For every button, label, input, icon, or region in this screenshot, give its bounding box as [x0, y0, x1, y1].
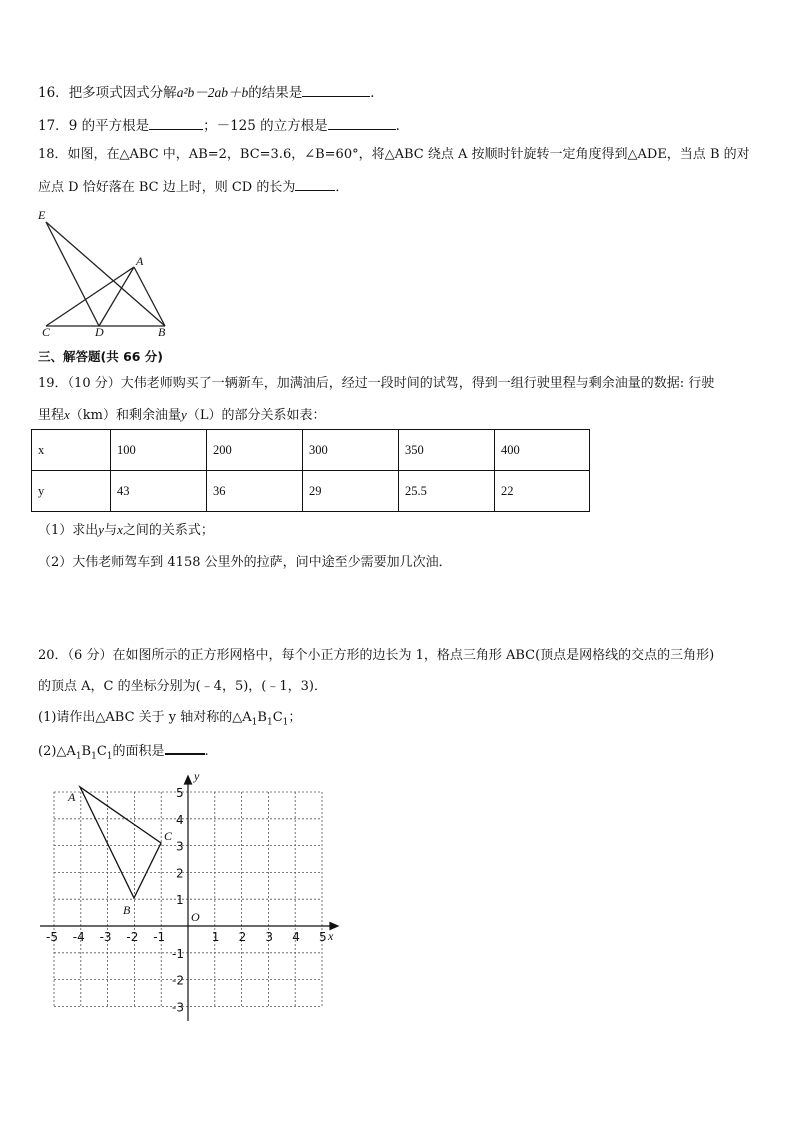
x-tick-label: 4 [292, 930, 300, 944]
x-tick-label: -2 [126, 930, 139, 944]
q20-sub2-end: . [204, 744, 209, 759]
label-C: C [42, 325, 51, 339]
q20-sub1-end: ； [288, 710, 302, 725]
label-D: D [95, 325, 104, 339]
question-20-line-2: 的顶点 A，C 的坐标分别为(﹣4，5)，(﹣1，3)． [38, 679, 327, 694]
y-tick-label: -1 [172, 946, 184, 961]
triangle-ABC [80, 787, 161, 898]
x-tick-label: 1 [211, 930, 220, 944]
label-B: B [158, 325, 166, 339]
x-tick-label: 2 [238, 930, 247, 944]
question-19-part-2: （2）大伟老师驾车到 4158 公里外的拉萨，问中途至少需要加几次油． [38, 555, 452, 570]
subscript-1: 1 [266, 717, 273, 728]
q20-sub2-c: C [96, 744, 107, 759]
q20-sub1-a: (1)请作出△ABC 关于 y 轴对称的△A [38, 710, 252, 725]
q16-number: 16． [38, 85, 69, 101]
q20-sub1-c: C [272, 710, 283, 725]
q16-expression: a²b－2ab＋b [176, 85, 249, 100]
q16-text: 把多项式因式分解 [68, 85, 177, 101]
y-axis-arrow [185, 776, 192, 784]
table-cell: 300 [303, 430, 399, 471]
q19-text-c: 的部分关系如表： [221, 408, 326, 423]
table-cell: 200 [207, 430, 303, 471]
q17-number: 17． [38, 118, 69, 134]
q17-part2: －125 的立方根是 [216, 118, 328, 134]
q17-sep: ； [203, 118, 217, 134]
table-cell-header: x [32, 430, 111, 471]
y-tick-label: 2 [176, 866, 184, 881]
q19-text-a: 里程 [38, 408, 65, 423]
origin-label: O [191, 910, 200, 924]
y-tick-label: 1 [176, 893, 184, 908]
question-20-line-1: 20．（6 分）在如图所示的正方形网格中，每个小正方形的边长为 1，格点三角形 ABC(顶点是网格线的交点的三角形) [38, 648, 715, 663]
q20-sub2-d: 的面积是 [112, 744, 165, 759]
q19-unit-x: （km） [69, 408, 117, 423]
table-cell: 36 [207, 471, 303, 512]
label-A: A [136, 254, 144, 268]
axes [40, 776, 338, 1021]
q17-part1: 9 的平方根是 [68, 118, 150, 134]
q20-sub2-a: (2)△A [38, 744, 76, 759]
table-cell: 22 [495, 471, 590, 512]
q17-end: ． [395, 118, 410, 134]
table-cell: 43 [111, 471, 207, 512]
y-tick-label: -2 [172, 973, 184, 988]
x-tick-label: -5 [46, 930, 58, 944]
q19-sub1-b: 与 [104, 523, 118, 538]
point-label-B: B [123, 903, 131, 917]
q16-text-after: 的结果是 [248, 85, 303, 101]
q20-sub1-b: B [257, 710, 267, 725]
subscript-1: 1 [75, 751, 82, 762]
q19-text-b: 和剩余油量 [116, 408, 182, 423]
x-tick-label: 3 [265, 930, 274, 944]
x-tick-label: 5 [319, 930, 327, 944]
subscript-1: 1 [282, 717, 289, 728]
question-18-line-1: 18．如图，在△ABC 中，AB=2，BC=3.6，∠B=60°，将△ABC 绕点 A 按顺时针旋转一定角度得到△ADE，当点 B 的对 [38, 147, 750, 162]
point-label-C: C [164, 829, 173, 843]
point-label-A: A [68, 790, 76, 804]
question-19-line-1: 19．（10 分）大伟老师购买了一辆新车，加满油后，经过一段时间的试驾，得到一组行驶里程与剩余油量的数据: 行驶 [38, 376, 715, 391]
q19-sub1-y: y [98, 522, 105, 537]
section-3-heading: 三、解答题(共 66 分) [38, 349, 164, 364]
table-cell-header: y [32, 471, 111, 512]
y-tick-label: -3 [172, 1000, 184, 1015]
y-tick-label: 5 [176, 786, 184, 800]
q18-text: 应点 D 恰好落在 BC 边上时，则 CD 的长为 [38, 180, 296, 195]
y-axis-label: y [194, 769, 200, 783]
x-tick-label: -3 [99, 930, 112, 944]
q18-end: ． [335, 180, 349, 195]
q19-var-y: y [181, 407, 187, 422]
q19-var-x: x [64, 407, 70, 422]
table-cell: 25.5 [399, 471, 495, 512]
table-cell: 100 [111, 430, 207, 471]
x-tick-label: -1 [153, 930, 166, 944]
q19-sub1-c: 之间的关系式； [122, 523, 214, 538]
q20-sub2-b: B [81, 744, 92, 759]
q16-end: ． [370, 85, 384, 101]
table-cell: 350 [399, 430, 495, 471]
label-E: E [38, 208, 46, 222]
subscript-1: 1 [91, 751, 97, 762]
q19-sub1-x: x [117, 522, 123, 537]
subscript-1: 1 [251, 717, 258, 728]
y-tick-label: 4 [176, 812, 184, 827]
tick-labels [46, 786, 327, 1014]
q19-unit-y: （L） [186, 408, 222, 423]
subscript-1: 1 [106, 751, 113, 762]
y-tick-label: 3 [176, 839, 184, 854]
q19-sub1-a: （1）求出 [38, 523, 99, 538]
table-cell: 400 [495, 430, 590, 471]
table-cell: 29 [303, 471, 399, 512]
x-axis-label: x [328, 929, 334, 943]
x-tick-label: -4 [72, 930, 85, 944]
